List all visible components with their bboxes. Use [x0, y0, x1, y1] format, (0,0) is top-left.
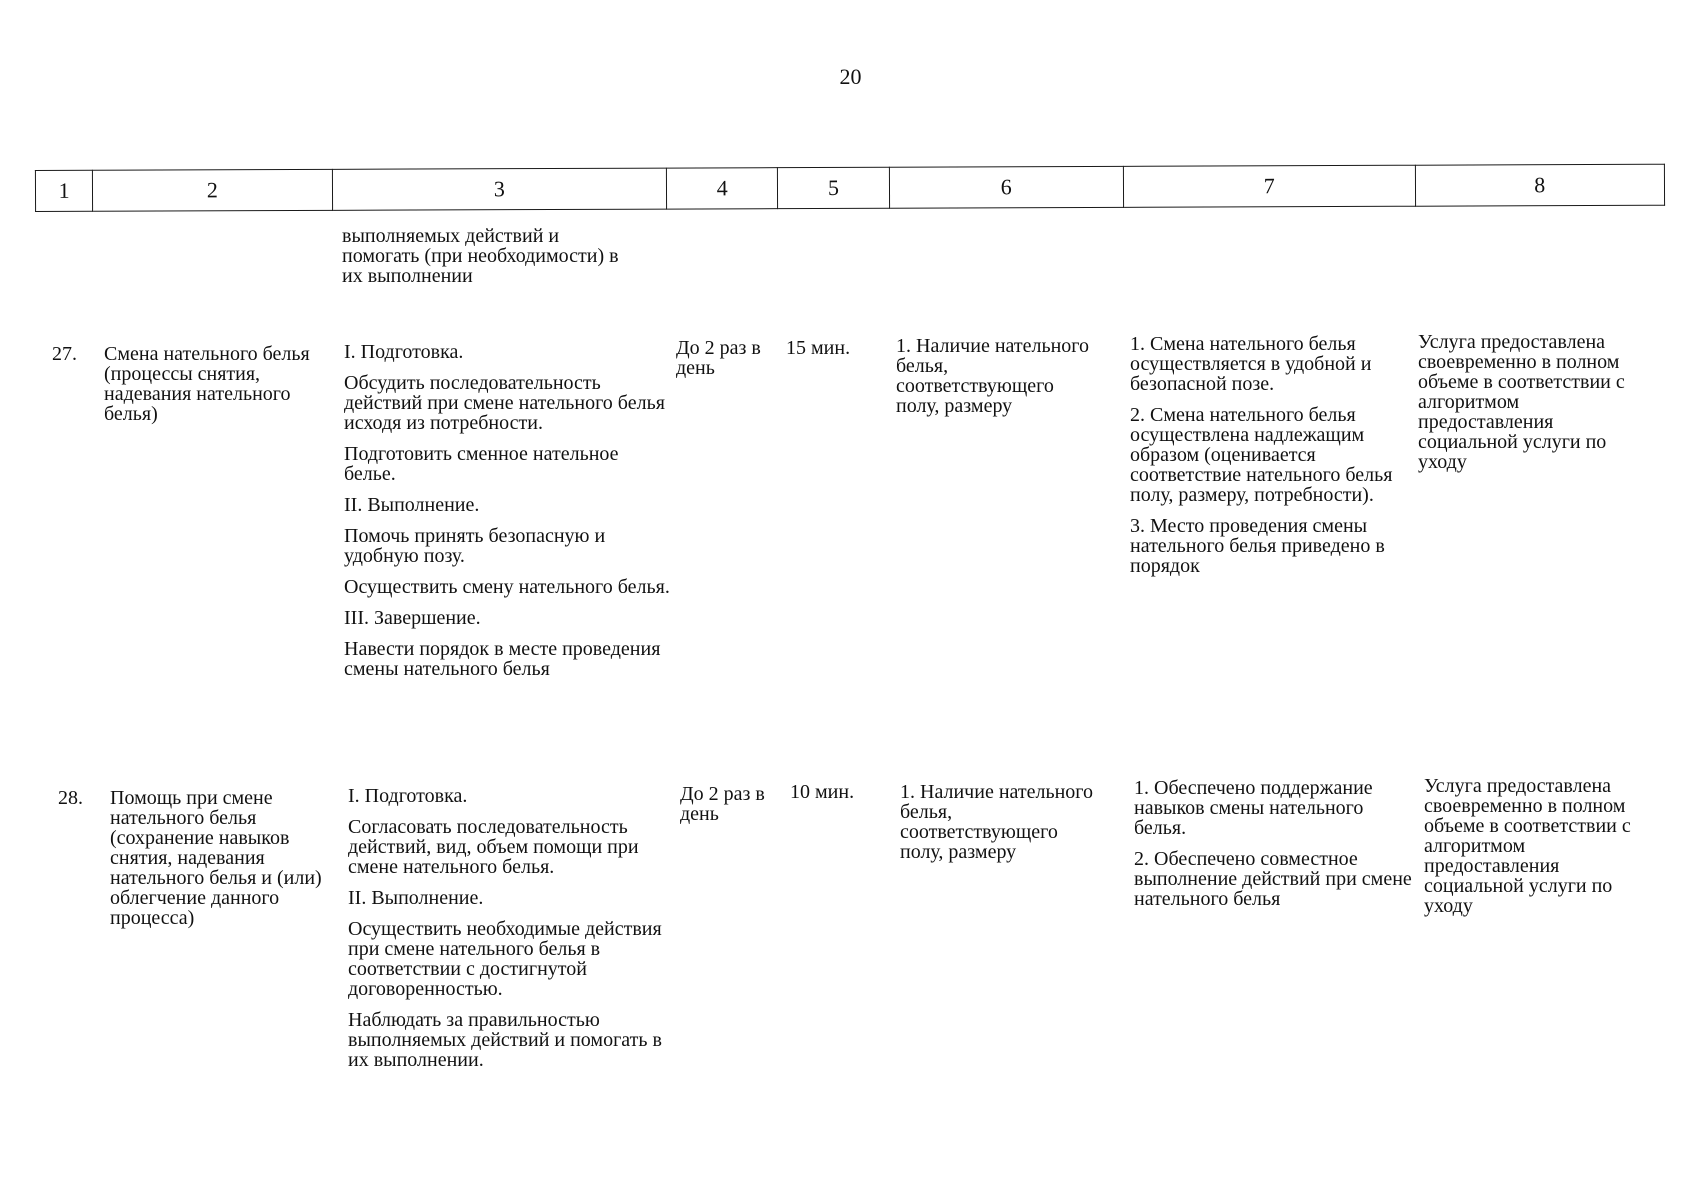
row-27-conditions: 1. Наличие нательного белья, соответствующего полу, размеру	[896, 335, 1090, 417]
row-27-frequency: До 2 раз в день	[676, 337, 761, 379]
row-27-result: 1. Смена нательного белья осуществляется в удобной и безопасной позе.	[1130, 333, 1372, 395]
row-27-evaluation: Услуга предоставлена своевременно в полном объеме в соответствии с алгоритмом предоставления социальной услуги по уходу	[1418, 331, 1625, 473]
row-28-service-name: Помощь при смене нательного белья (сохранение навыков снятия, надевания нательного белья и (или) облегчение данного процесса)	[110, 787, 322, 929]
row-28-number: 28.	[58, 787, 83, 809]
row-27-action: III. Завершение.	[344, 607, 481, 629]
header-col-2: 2	[93, 169, 333, 211]
column-header-row	[35, 164, 1665, 212]
continuation-text: выполняемых действий и помогать (при необходимости) в их выполнении	[342, 225, 619, 287]
row-28-action: I. Подготовка.	[348, 785, 468, 807]
row-27-action: Навести порядок в месте проведения смены нательного белья	[344, 638, 661, 680]
row-27-action: Осуществить смену нательного белья.	[344, 576, 670, 598]
page-number: 20	[839, 64, 862, 89]
row-28-frequency: До 2 раз в день	[680, 783, 765, 825]
row-27-result: 2. Смена нательного белья осуществлена надлежащим образом (оценивается соответствие нательного белья полу, размеру, потребности).	[1130, 404, 1393, 506]
row-28-actions	[348, 786, 670, 1081]
row-27-duration: 15 мин.	[786, 337, 851, 359]
row-28-action: Согласовать последовательность действий, вид, объем помощи при смене нательного белья.	[348, 816, 639, 878]
row-27-action: Помочь принять безопасную и удобную позу.	[344, 525, 606, 567]
row-27-action: II. Выполнение.	[344, 494, 480, 516]
row-28-results	[1134, 778, 1414, 920]
header-col-1: 1	[35, 170, 92, 211]
row-27-service-name: Смена нательного белья (процессы снятия, надевания нательного белья)	[104, 343, 310, 425]
header-col-4: 4	[667, 168, 778, 209]
header-col-8: 8	[1415, 164, 1665, 206]
row-27-result: 3. Место проведения смены нательного белья приведено в порядок	[1130, 515, 1385, 577]
row-27-results	[1130, 334, 1400, 587]
row-28-evaluation: Услуга предоставлена своевременно в полном объеме в соответствии с алгоритмом предоставления социальной услуги по уходу	[1424, 775, 1631, 917]
row-28-result: 1. Обеспечено поддержание навыков смены нательного белья.	[1134, 777, 1373, 839]
row-28-action: Осуществить необходимые действия при смене нательного белья в соответствии с достигнутой договоренностью.	[348, 918, 662, 1000]
row-28-duration: 10 мин.	[790, 781, 855, 803]
row-28-action: Наблюдать за правильностью выполняемых действий и помогать в их выполнении.	[348, 1009, 662, 1071]
row-28-action: II. Выполнение.	[348, 887, 484, 909]
header-col-3: 3	[332, 168, 667, 210]
row-27-action: Обсудить последовательность действий при смене нательного белья исходя из потребности.	[344, 372, 665, 434]
header-col-6: 6	[889, 166, 1124, 208]
header-col-5: 5	[778, 167, 889, 208]
header-col-7: 7	[1123, 165, 1415, 207]
row-28-conditions: 1. Наличие нательного белья, соответствующего полу, размеру	[900, 781, 1094, 863]
row-27-action: Подготовить сменное нательное белье.	[344, 443, 619, 485]
row-27-actions	[344, 342, 674, 690]
row-27-action: I. Подготовка.	[344, 341, 464, 363]
row-27-number: 27.	[52, 343, 77, 365]
row-28-result: 2. Обеспечено совместное выполнение действий при смене нательного белья	[1134, 848, 1412, 910]
